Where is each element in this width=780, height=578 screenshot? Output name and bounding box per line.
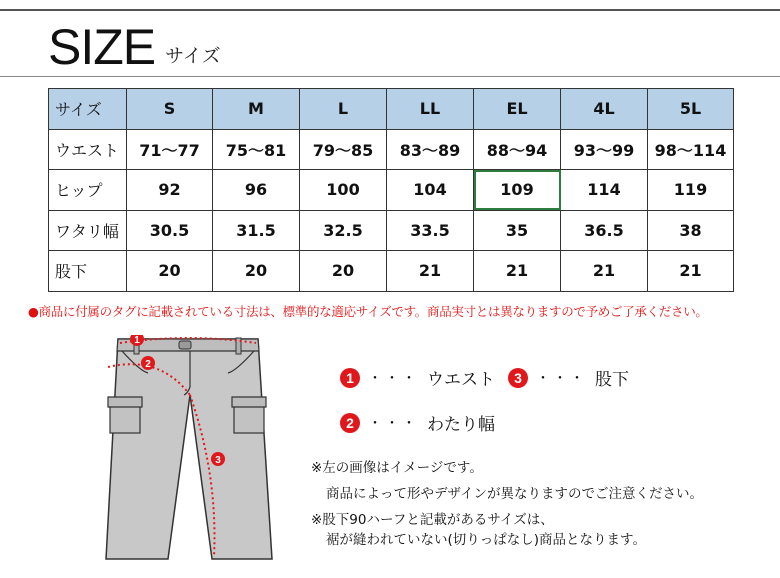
- legend-item-thigh: [340, 410, 495, 435]
- note-unhemmed: 裾が縫われていない(切りっぱなし)商品となります。: [326, 532, 646, 548]
- row-label: 股下: [49, 251, 127, 292]
- table-header-cell: S: [127, 89, 213, 130]
- table-cell: 20: [127, 251, 213, 292]
- marker-3-label: 3: [215, 455, 221, 466]
- page-header: [48, 19, 221, 75]
- table-cell: 88〜94: [474, 129, 561, 170]
- table-cell: 79〜85: [300, 129, 387, 170]
- legend-label: ウエスト: [427, 370, 495, 390]
- table-cell: 119: [648, 170, 734, 211]
- note-inseam-90-half: ※股下90ハーフと記載があるサイズは、: [311, 512, 554, 528]
- table-cell: 38: [648, 210, 734, 251]
- table-header-row: [49, 89, 734, 130]
- table-cell: 21: [561, 251, 648, 292]
- table-cell: 35: [474, 210, 561, 251]
- marker-1-label: 1: [134, 335, 140, 346]
- table-cell: 75〜81: [213, 129, 300, 170]
- row-label: ウエスト: [49, 129, 127, 170]
- table-header-cell: M: [213, 89, 300, 130]
- table-cell: 71〜77: [127, 129, 213, 170]
- note-image-disclaimer: ※左の画像はイメージです。: [311, 460, 483, 476]
- legend-label: わたり幅: [427, 415, 495, 435]
- table-cell: 92: [127, 170, 213, 211]
- table-header-cell: EL: [474, 89, 561, 130]
- cargo-flap: [108, 397, 142, 407]
- legend-dots: ・・・: [368, 415, 419, 432]
- legend-item-waist: [340, 365, 495, 390]
- table-row-waist: [49, 129, 734, 170]
- table-cell: 36.5: [561, 210, 648, 251]
- table-header-cell: サイズ: [49, 89, 127, 130]
- table-row-thigh: [49, 210, 734, 251]
- size-table: [48, 88, 734, 292]
- table-cell: 31.5: [213, 210, 300, 251]
- legend-number-badge: 2: [340, 413, 360, 433]
- legend-label: 股下: [595, 370, 629, 390]
- top-rule: [0, 9, 780, 11]
- pants-shape: [106, 339, 272, 559]
- table-header-cell: L: [300, 89, 387, 130]
- note-design-varies: 商品によって形やデザインが異なりますのでご注意ください。: [326, 486, 704, 502]
- table-row-hip: [49, 170, 734, 211]
- row-label: ワタリ幅: [49, 210, 127, 251]
- table-cell: 104: [387, 170, 474, 211]
- table-cell: 30.5: [127, 210, 213, 251]
- page-subtitle: サイズ: [165, 45, 221, 67]
- table-cell: 33.5: [387, 210, 474, 251]
- legend-dots: ・・・: [536, 370, 587, 387]
- marker-2-label: 2: [145, 359, 151, 370]
- table-cell: 100: [300, 170, 387, 211]
- table-cell: 21: [387, 251, 474, 292]
- table-cell: 98〜114: [648, 129, 734, 170]
- table-cell: 20: [300, 251, 387, 292]
- legend-item-inseam: [508, 365, 629, 390]
- legend-number-badge: 3: [508, 368, 528, 388]
- legend-dots: ・・・: [368, 370, 419, 387]
- table-cell: 21: [648, 251, 734, 292]
- table-cell: 114: [561, 170, 648, 211]
- table-row-inseam: [49, 251, 734, 292]
- size-notice: ●商品に付属のタグに記載されている寸法は、標準的な適応サイズです。商品実寸とは異なりますので予めご了承ください。: [28, 304, 708, 319]
- pants-diagram: [100, 335, 275, 563]
- table-header-cell: 4L: [561, 89, 648, 130]
- table-cell-selected[interactable]: 109: [474, 170, 561, 211]
- button: [179, 341, 191, 349]
- table-cell: 20: [213, 251, 300, 292]
- table-header-cell: LL: [387, 89, 474, 130]
- table-cell: 83〜89: [387, 129, 474, 170]
- table-cell: 96: [213, 170, 300, 211]
- table-cell: 93〜99: [561, 129, 648, 170]
- table-cell: 32.5: [300, 210, 387, 251]
- legend-number-badge: 1: [340, 368, 360, 388]
- cargo-flap: [232, 397, 266, 407]
- page-title: SIZE: [48, 19, 156, 75]
- table-cell: 21: [474, 251, 561, 292]
- table-header-cell: 5L: [648, 89, 734, 130]
- row-label: ヒップ: [49, 170, 127, 211]
- header-rule: [0, 76, 780, 77]
